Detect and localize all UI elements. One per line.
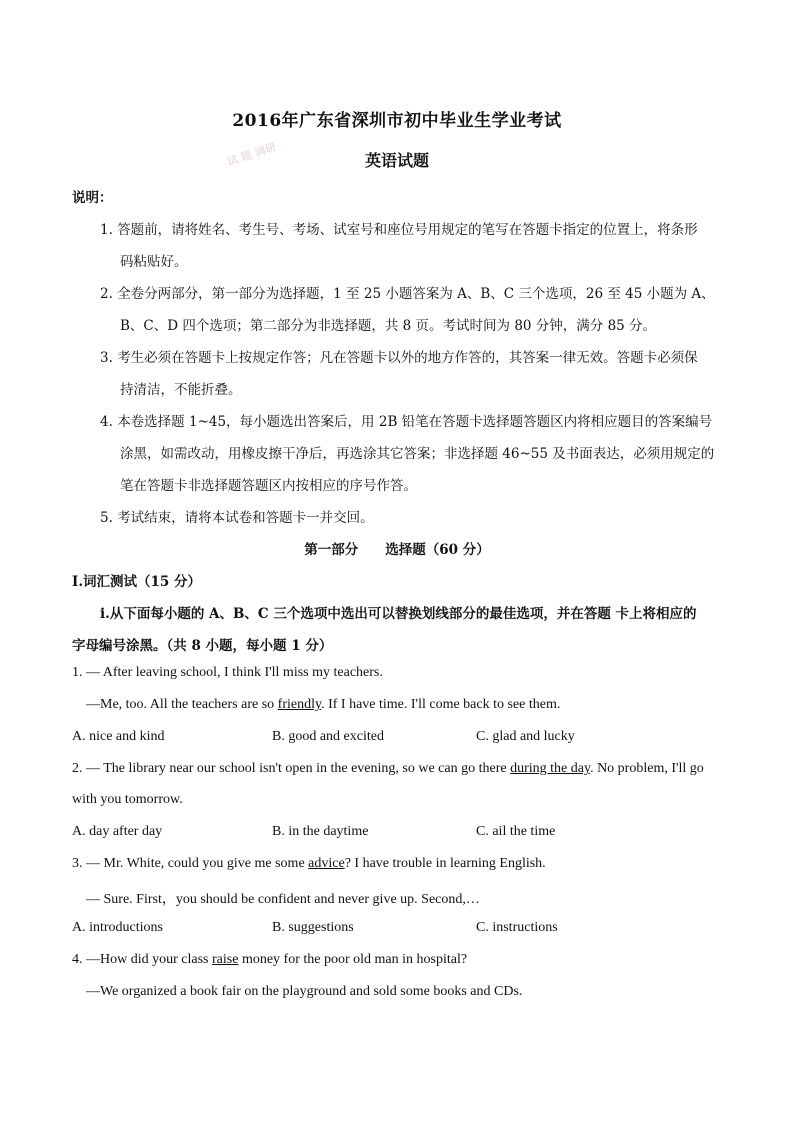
- instruction-2-cont: B、C、D 四个选项；第二部分为非选择题，共 8 页。考试时间为 80 分钟，满分 85 分。: [120, 318, 657, 334]
- underlined-word: advice: [308, 856, 345, 871]
- instruction-4-cont: 涂黑，如需改动，用橡皮擦干净后，再选涂其它答案；非选择题 46~55 及书面表达，必须用规定的: [120, 446, 715, 462]
- instruction-4-cont2: 笔在答题卡非选择题答题区内按相应的序号作答。: [120, 478, 417, 494]
- underlined-word: raise: [212, 952, 239, 967]
- instruction-text: 答题前，请将姓名、考生号、考场、试室号和座位号用规定的笔写在答题卡指定的位置上，将条形: [117, 222, 698, 238]
- instruction-1: [100, 218, 698, 238]
- directions-line-2: 字母编号涂黑。（共 8 小题，每小题 1 分）: [72, 638, 333, 654]
- exam-subtitle: 英语试题: [364, 151, 429, 170]
- question-text: . No problem, I'll go: [590, 761, 704, 776]
- part-one-heading: 第一部分 选择题（60 分）: [304, 542, 490, 558]
- question-3-option-a: A. introductions: [72, 920, 163, 935]
- question-1-option-c: C. glad and lucky: [476, 729, 575, 744]
- instructions-label: 说明：: [72, 190, 113, 206]
- instruction-3: [100, 346, 698, 366]
- instruction-number: 2.: [100, 286, 113, 302]
- instruction-5: [100, 506, 374, 526]
- question-4-line-1: [72, 952, 467, 968]
- section-heading: I.词汇测试（15 分）: [72, 574, 202, 590]
- question-2-line-1: [72, 761, 704, 777]
- instruction-1-cont: 码粘贴好。: [120, 254, 188, 270]
- question-3-option-c: C. instructions: [476, 920, 558, 935]
- question-3-line-1: [72, 856, 546, 872]
- instruction-4: [100, 410, 712, 430]
- instruction-3-cont: 持清洁，不能折叠。: [120, 382, 242, 398]
- instruction-2: [100, 282, 715, 302]
- question-text: —Me, too. All the teachers are so: [86, 697, 278, 712]
- question-4-line-2: —We organized a book fair on the playground and sold some books and CDs.: [86, 984, 523, 999]
- question-1-option-a: A. nice and kind: [72, 729, 165, 744]
- question-text: 3. — Mr. White, could you give me some: [72, 856, 309, 871]
- question-2-option-b: B. in the daytime: [272, 824, 369, 839]
- instruction-text: 全卷分两部分，第一部分为选择题，1 至 25 小题答案为 A、B、C 三个选项，26 至 45 小题为 A、: [117, 286, 715, 302]
- instruction-number: 3.: [100, 350, 113, 366]
- underlined-word: friendly: [277, 697, 322, 712]
- question-3-line-2: — Sure. First，you should be confident and never give up. Second,…: [86, 892, 480, 907]
- question-text: . If I have time. I'll come back to see them.: [321, 697, 561, 712]
- instruction-text: 考试结束，请将本试卷和答题卡一并交回。: [117, 510, 374, 526]
- question-text: 4. —How did your class: [72, 952, 212, 967]
- question-2-option-c: C. ail the time: [476, 824, 556, 839]
- watermark-logo: 试 题 调研: [225, 140, 278, 169]
- question-text: 2. — The library near our school isn't open in the evening, so we can go there: [72, 761, 511, 776]
- underlined-word: during the day: [510, 761, 591, 776]
- instruction-number: 4.: [100, 414, 113, 430]
- instruction-number: 1.: [100, 222, 113, 238]
- question-text: ? I have trouble in learning English.: [344, 856, 546, 871]
- question-1-option-b: B. good and excited: [272, 729, 384, 744]
- question-text: money for the poor old man in hospital?: [238, 952, 468, 967]
- question-1-line-2: [86, 697, 560, 713]
- directions-line-1: i.从下面每小题的 A、B、C 三个选项中选出可以替换划线部分的最佳选项，并在答题 卡上将相应的: [100, 606, 697, 622]
- question-2-line-2: with you tomorrow.: [72, 792, 183, 807]
- question-3-option-b: B. suggestions: [272, 920, 354, 935]
- instruction-text: 考生必须在答题卡上按规定作答；凡在答题卡以外的地方作答的，其答案一律无效。答题卡必须保: [117, 350, 698, 366]
- instruction-text: 本卷选择题 1~45，每小题选出答案后，用 2B 铅笔在答题卡选择题答题区内将相应题目的答案编号: [117, 414, 713, 430]
- instruction-number: 5.: [100, 510, 113, 526]
- question-2-option-a: A. day after day: [72, 824, 163, 839]
- question-1-line-1: 1. — After leaving school, I think I'll miss my teachers.: [72, 665, 383, 680]
- exam-title: 2016年广东省深圳市初中毕业生学业考试: [232, 111, 562, 131]
